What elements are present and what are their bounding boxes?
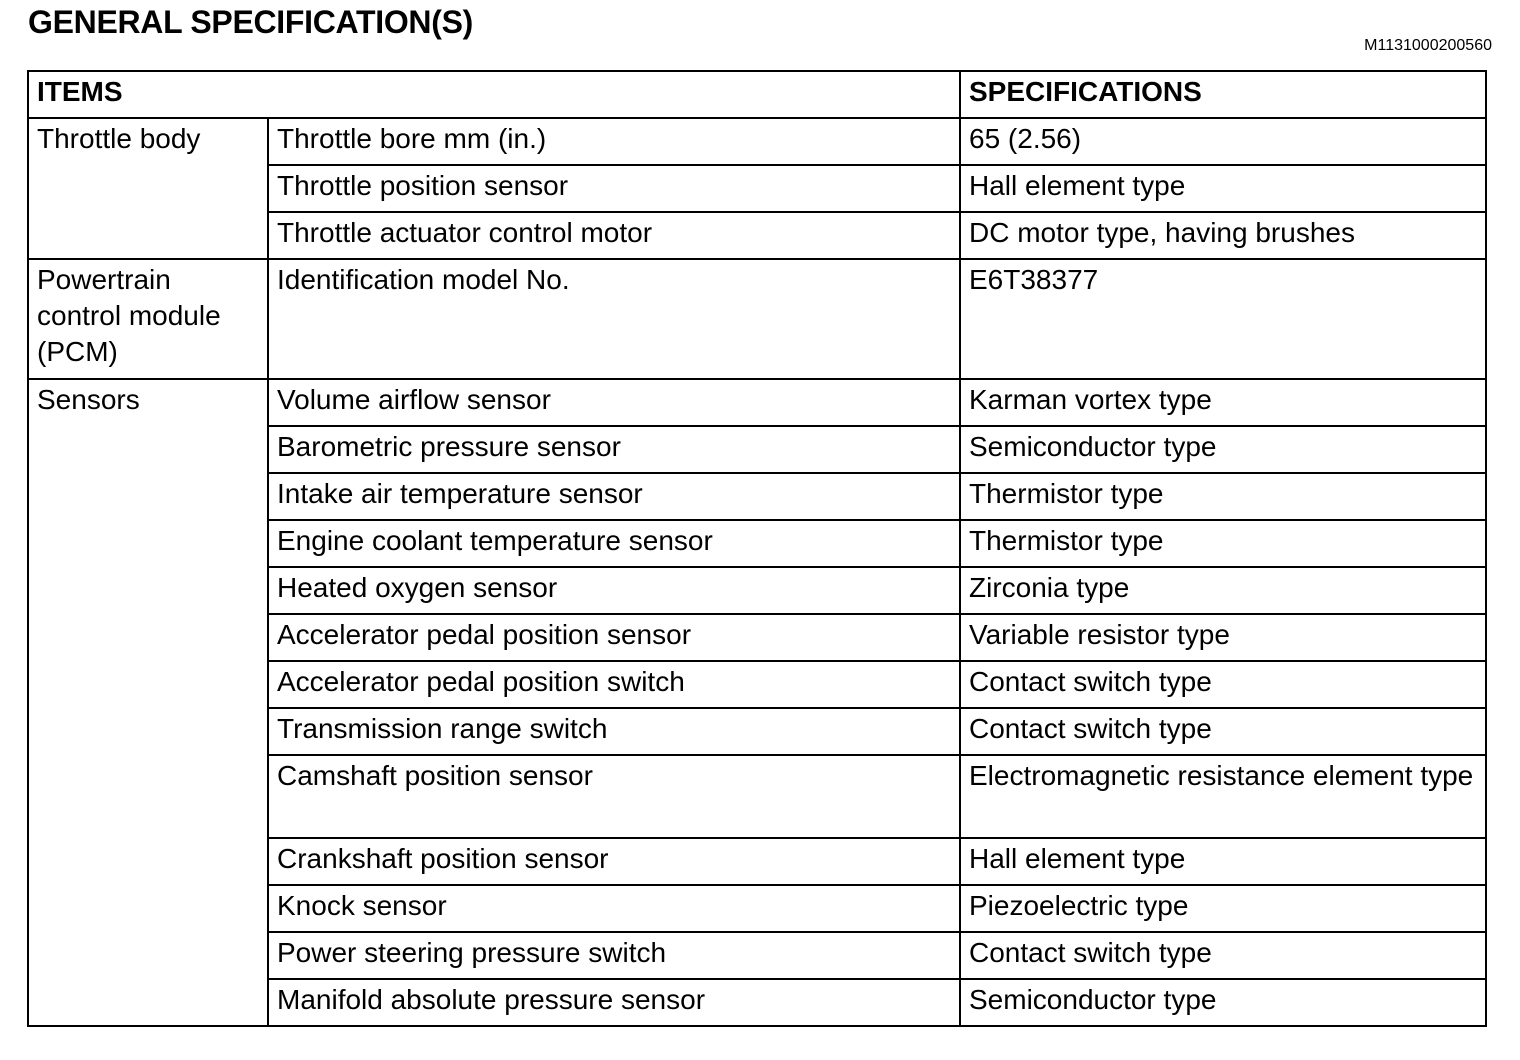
item-cell: Throttle bore mm (in.)	[268, 118, 960, 165]
spec-cell: Semiconductor type	[960, 426, 1486, 473]
spec-cell: Semiconductor type	[960, 979, 1486, 1026]
item-cell: Heated oxygen sensor	[268, 567, 960, 614]
spec-cell: Hall element type	[960, 165, 1486, 212]
spec-cell: Contact switch type	[960, 661, 1486, 708]
header-specifications: SPECIFICATIONS	[960, 71, 1486, 118]
page-title: GENERAL SPECIFICATION(S)	[28, 4, 473, 40]
item-cell: Throttle actuator control motor	[268, 212, 960, 259]
spec-cell: Electromagnetic resistance element type	[960, 755, 1486, 838]
table-row	[28, 118, 1486, 165]
spec-cell: E6T38377	[960, 259, 1486, 379]
item-cell: Power steering pressure switch	[268, 932, 960, 979]
spec-cell: Thermistor type	[960, 520, 1486, 567]
item-cell: Engine coolant temperature sensor	[268, 520, 960, 567]
category-cell: Sensors	[28, 379, 268, 1026]
spec-cell: Contact switch type	[960, 932, 1486, 979]
spec-cell: Hall element type	[960, 838, 1486, 885]
header-items: ITEMS	[28, 71, 960, 118]
document-id: M1131000200560	[1364, 37, 1492, 54]
item-cell: Knock sensor	[268, 885, 960, 932]
item-cell: Identification model No.	[268, 259, 960, 379]
spec-cell: Piezoelectric type	[960, 885, 1486, 932]
spec-cell: Zirconia type	[960, 567, 1486, 614]
spec-cell: Variable resistor type	[960, 614, 1486, 661]
spec-cell: Thermistor type	[960, 473, 1486, 520]
category-cell: Powertrain control module (PCM)	[28, 259, 268, 379]
table-header-row	[28, 71, 1486, 118]
category-cell: Throttle body	[28, 118, 268, 259]
item-cell: Throttle position sensor	[268, 165, 960, 212]
item-cell: Crankshaft position sensor	[268, 838, 960, 885]
item-cell: Volume airflow sensor	[268, 379, 960, 426]
item-cell: Transmission range switch	[268, 708, 960, 755]
spec-cell: 65 (2.56)	[960, 118, 1486, 165]
item-cell: Accelerator pedal position switch	[268, 661, 960, 708]
item-cell: Camshaft position sensor	[268, 755, 960, 838]
table-row	[28, 259, 1486, 379]
item-cell: Manifold absolute pressure sensor	[268, 979, 960, 1026]
item-cell: Barometric pressure sensor	[268, 426, 960, 473]
spec-cell: Karman vortex type	[960, 379, 1486, 426]
table-row	[28, 379, 1486, 426]
specification-table	[27, 70, 1487, 1027]
item-cell: Intake air temperature sensor	[268, 473, 960, 520]
spec-cell: DC motor type, having brushes	[960, 212, 1486, 259]
item-cell: Accelerator pedal position sensor	[268, 614, 960, 661]
spec-cell: Contact switch type	[960, 708, 1486, 755]
